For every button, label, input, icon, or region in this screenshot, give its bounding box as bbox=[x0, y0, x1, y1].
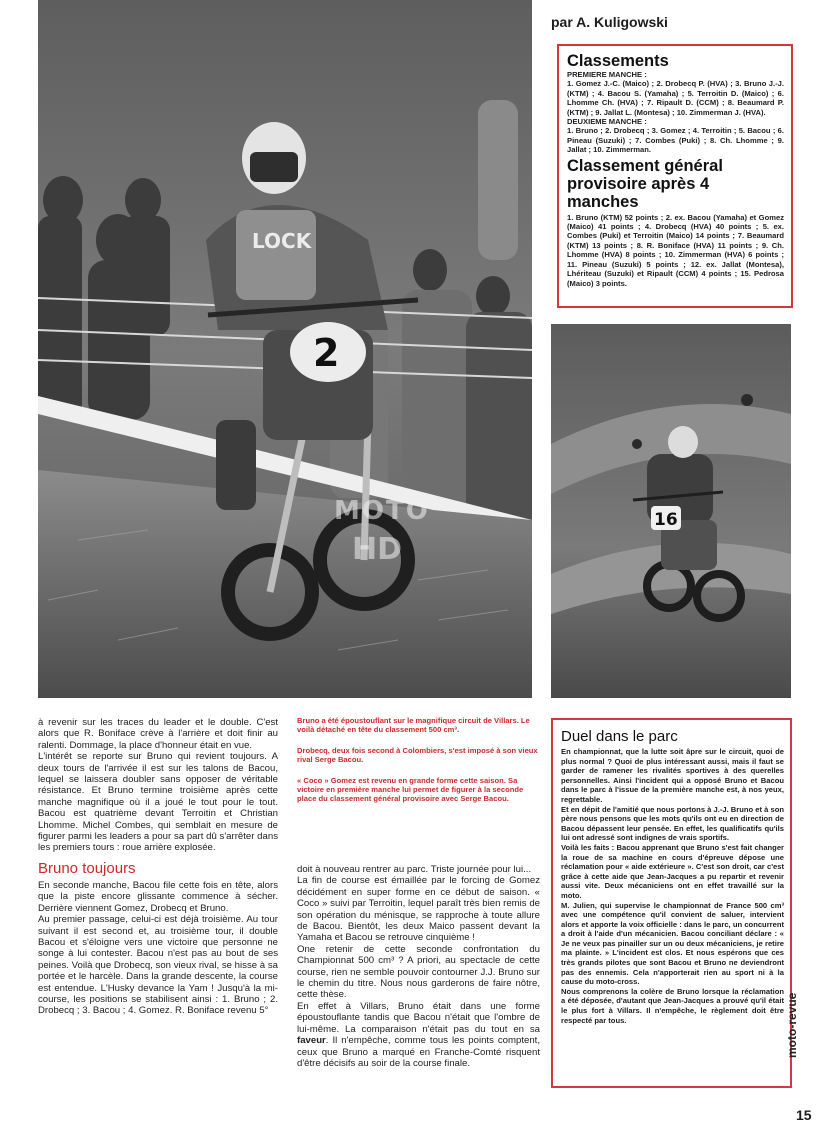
duel-paragraph: M. Julien, qui supervise le championnat de France 500 cm³ avec une compétence qu'il convient de saluer, intervient alors et apporte la voix officielle : dans le parc, un concurrent a droit à l'aide d'un mécanicien. Bacou conciliant déclare : « Je ne veux pas pinailler sur un ou deux mécaniciens, je retire ma plainte. » L'incident est clos. Et nous espérons que ces très grands pilotes que sont Bacou et Bruno ne deviendront pas des ennemis. Cela n'apporterait rien au sport ni à la cause du moto-cross. bbox=[561, 900, 784, 987]
general-results: 1. Bruno (KTM) 52 points ; 2. ex. Bacou (Yamaha) et Gomez (Maico) 41 points ; 4. Drobecq (HVA) 40 points ; 5. ex. Combes (Puki) et Terroitin (Maico) 14 points ; 7. Beaumard (KTM) 13 points ; 8. R. Boniface (HVA) 11 points ; 9. Ch. Lhomme (HVA) 8 points ; 10. Zimmerman (HVA) 6 points ; 11. Pineau (Suzuki) 5 points ; 12. ex. Jallat (Montesa), Lhériteau (Suzuki) et Ripault (CCM) 4 points ; 15. Pedrosa (Maico) 3 points. bbox=[567, 212, 784, 288]
article-paragraph: à revenir sur les traces du leader et le double. C'est alors que R. Boniface crève à l'arrière et doit finir au ralenti. Dommage, la place d'honneur était en vue. bbox=[38, 717, 278, 751]
main-photo bbox=[38, 0, 532, 698]
manche2-results bbox=[567, 117, 784, 155]
manche2-heading: DEUXIEME MANCHE : bbox=[567, 117, 647, 127]
photo-captions bbox=[297, 716, 540, 815]
manche1-results bbox=[567, 70, 784, 117]
classements-box bbox=[557, 44, 793, 308]
duel-title: Duel dans le parc bbox=[561, 728, 678, 745]
article-paragraph: Au premier passage, celui-ci est déjà troisième. Au tour suivant il est second et, au troisième tour, il double Bacou et s'éloigne vers une victoire que personne ne songe à lui contester. Bacou n'est pas au bout de ses peines. Voilà que Drobecq, son vieux rival, se hisse à sa portée et le harcèle. Dans la grande descente, la course est entendue. L'Husky devance la Yam ! Jusqu'à la mi-course, les positions se stabilisent ainsi : 1. Bruno ; 2. Drobecq ; 3. Bacou ; 4. Gomez. R. Boniface revenu 5° bbox=[38, 914, 278, 1017]
article-column-2 bbox=[297, 864, 540, 1069]
duel-paragraph: Et en dépit de l'amitié que nous portons à J.-J. Bruno et à son père nous pensons que les mots qu'ils ont eu en direction de Bacou dépassent leur pensée. En effet, les qualificatifs qu'ils lui ont adressé sont indignes de vrais sportifs. bbox=[561, 804, 784, 843]
caption-bruno: Bruno a été époustouflant sur le magnifique circuit de Villars. Le voilà détaché en tête du classement 500 cm³. bbox=[297, 716, 530, 735]
page-number: 15 bbox=[796, 1107, 812, 1123]
manche1-heading: PREMIERE MANCHE : bbox=[567, 70, 647, 79]
plate-number-16: 16 bbox=[654, 510, 678, 530]
plate-number: 2 bbox=[313, 331, 340, 375]
right-photo bbox=[551, 324, 791, 698]
classements-title: Classements bbox=[567, 52, 669, 70]
caption-gomez: « Coco » Gomez est revenu en grande forme cette saison. Sa victoire en première manche lui permet de figurer à la seconde place du classement général provisoire avec Serge Bacou. bbox=[297, 775, 524, 804]
watermark-logo: MOTO HD bbox=[334, 496, 430, 567]
duel-box bbox=[551, 718, 792, 1088]
duel-paragraph: En championnat, que la lutte soit âpre sur le circuit, quoi de plus normal ? Quoi de plus intéressant aussi, mais il faut se garder de ramener les rivalités sportives à des querelles personnelles. Ainsi l'incident qui a opposé Bruno et Bacou dans le parc à l'issue de la première manche est, à nos yeux, regrettable. bbox=[561, 747, 784, 804]
article-paragraph: One retenir de cette seconde confrontation du Championnat 500 cm³ ? A priori, au spectacle de cette course, rien ne semble pouvoir contourner J.J. Bruno sur le chemin du titre. Nous nous garderons de faire nôtre, cette thèse. bbox=[297, 943, 540, 1001]
manche2-text: 1. Bruno ; 2. Drobecq ; 3. Gomez ; 4. Terroitin ; 5. Bacou ; 6. Pineau (Suzuki) ; 7. Combes (Puki) ; 8. Ch. Lhomme ; 9. Jallat ; 10. Zimmerman. bbox=[567, 126, 784, 155]
article-paragraph: En effet à Villars, Bruno était dans une forme époustouflante tandis que Bacou n'était que l'ombre de lui-même. La comparaison n'était pas du tout en sa faveur. Il n'empêche, comme tous les points comptent, ceux que Bruno a marqué en Franche-Comté risquent d'être décisifs au soir de la course finale. bbox=[297, 1000, 540, 1069]
manche1-text: 1. Gomez J.-C. (Maico) ; 2. Drobecq P. (HVA) ; 3. Bruno J.-J. (KTM) ; 4. Bacou S. (Yamaha) ; 5. Terroitin D. (Maico) ; 6. Lhomme Ch. (HVA) ; 7. Ripault D. (CCM) ; 8. Beaumard P. (KTM) ; 9. Jallat L. (Montesa) ; 10. Zimmerman J. (HVA). bbox=[567, 79, 784, 117]
article-column-1 bbox=[38, 717, 278, 1017]
general-title: Classement général provisoire après 4 manches bbox=[567, 156, 723, 211]
duel-paragraph: Nous comprenons la colère de Bruno lorsque la réclamation a été déposée, d'autant que Jean-Jacques a prouvé qu'il était le plus fort à Villars. Il n'empêche, le règlement doit être respecté par tous. bbox=[561, 986, 784, 1025]
article-paragraph: L'intérêt se reporte sur Bruno qui revient toujours. A deux tours de l'arrivée il est sur les talons de Bacou, lequel se laissera doubler sans opposer de véritable résistance. Et Bruno termine troisième après cette manche magnifique où il a joué le tout pour le tout. Bacou est quatrième devant Terroitin et Christian Lhomme. Michel Combes, qui semblait en mesure de figurer parmi les leaders a pour sa part dû s'arrêter dans les premiers tours : roue arrière explosée. bbox=[38, 751, 278, 854]
subhead-bruno-toujours: Bruno toujours bbox=[38, 859, 136, 877]
byline: par A. Kuligowski bbox=[551, 14, 668, 30]
article-paragraph: La fin de course est émaillée par le forcing de Gomez décidément en super forme en ce début de saison. « Coco » suivi par Terroitin, lequel paraît très bien remis de son opération du ménisque, se rapproche à toute allure de Bacou. Bientôt, les deux Maico passent devant la Yamaha et Bacou se retrouve cinquième ! bbox=[297, 875, 540, 944]
jersey-text: LOCK bbox=[252, 229, 312, 253]
magazine-name: moto-revue bbox=[785, 992, 799, 1058]
duel-paragraph: Voilà les faits : Bacou apprenant que Bruno s'est fait changer la roue de sa machine en cours d'épreuve dépose une réclamation pour « aide extérieure ». C'est son droit, car c'est grâce à cette aide que Jean-Jacques a pu repartir et revenir aussi vite. Deux mécaniciens ont en effet travaillé sur la moto. bbox=[561, 842, 784, 900]
emphasis-faveur: faveur bbox=[297, 1035, 326, 1047]
article-paragraph: En seconde manche, Bacou file cette fois en tête, alors que la piste encore glissante commence à sécher. Derrière viennent Gomez, Drobecq et Bruno. bbox=[38, 879, 278, 914]
caption-drobecq: Drobecq, deux fois second à Colombiers, s'est imposé à son vieux rival Serge Bacou. bbox=[297, 745, 538, 765]
article-paragraph: doit à nouveau rentrer au parc. Triste journée pour lui... bbox=[297, 864, 532, 875]
